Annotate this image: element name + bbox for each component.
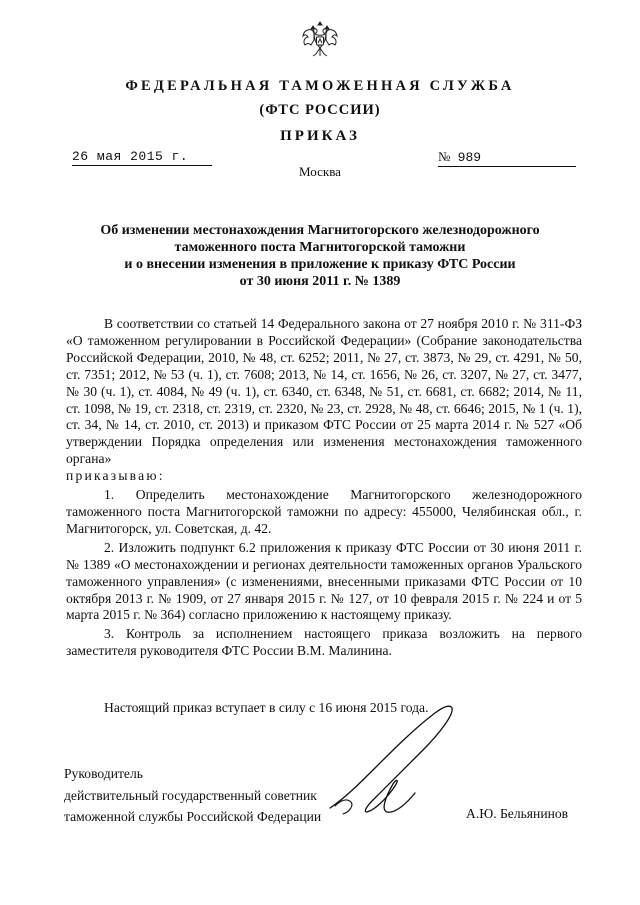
effective-date-statement: Настоящий приказ вступает в силу с 16 июня 2015 года. — [104, 700, 429, 715]
document-type-title: ПРИКАЗ — [280, 128, 360, 144]
agency-short-name: (ФТС РОССИИ) — [259, 102, 381, 118]
order-item-1: 1. Определить местонахождение Магнитогорского железнодорожного таможенного поста Магнитогорской таможни по адресу: 455000, Челябинская обл., г. Магнитогорск, ул. Советская, д. 42. — [66, 487, 582, 536]
number-prefix: № — [438, 149, 451, 164]
order-body — [66, 316, 582, 660]
signer-title-line: действительный государственный советник — [64, 787, 317, 803]
order-item-3: 3. Контроль за исполнением настоящего приказа возложить на первого заместителя руководителя ФТС России В.М. Малинина. — [66, 626, 582, 659]
subject-line: Об изменении местонахождения Магнитогорского железнодорожного — [100, 223, 540, 238]
order-date: 26 мая 2015 г. — [72, 149, 212, 166]
signer-title-line: Руководитель — [64, 766, 143, 781]
order-subject — [60, 222, 580, 290]
agency-name: ФЕДЕРАЛЬНАЯ ТАМОЖЕННАЯ СЛУЖБА — [125, 78, 515, 94]
handwritten-signature — [315, 688, 465, 838]
city: Москва — [299, 164, 341, 179]
signer-name: А.Ю. Бельянинов — [466, 806, 569, 821]
number-value: 989 — [457, 150, 482, 165]
subject-line: от 30 июня 2011 г. № 1389 — [239, 274, 401, 289]
signer-title — [64, 763, 321, 828]
subject-line: таможенного поста Магнитогорской таможни — [174, 240, 466, 255]
subject-line: и о внесении изменения в приложение к приказу ФТС России — [124, 257, 516, 272]
preamble-paragraph: В соответствии со статьей 14 Федерального закона от 27 ноября 2010 г. № 311-ФЗ «О таможенном регулировании в Российской Федерации» (Собрание законодательства Российской Федерации, 2010, № 48, ст. 6252; 2011, № 27, ст. 3873, № 29, ст. 4291, № 50, ст. 7351; 2012, № 53 (ч. 1), ст. 7608; 2013, № 14, ст. 1656, № 26, ст. 3207, № 27, ст. 3477, № 30 (ч. 1), ст. 4084, № 49 (ч. 1), ст. 6340, ст. 6348, № 51, ст. 6681, ст. 6682; 2014, № 11, ст. 1098, № 19, ст. 2318, ст. 2319, ст. 2320, № 23, ст. 2928, № 48, ст. 6646; 2015, № 1 (ч. 1), ст. 34, № 14, ст. 2010, ст. 2013) и приказом ФТС России от 25 марта 2014 г. № 527 «Об утверждении Порядка определения или изменения местонахождения таможенного органа» — [66, 316, 582, 467]
order-word: приказываю: — [66, 468, 165, 484]
order-item-2: 2. Изложить подпункт 6.2 приложения к приказу ФТС России от 30 июня 2011 г. № 1389 «О местонахождении и регионах деятельности таможенных органов Уральского таможенного управления» (с изменениями, внесенными приказами ФТС России от 10 октября 2013 г. № 1909, от 27 января 2015 г. № 127, от 10 февраля 2015 г. № 224 и от 5 марта 2015 г. № 364) согласно приложению к настоящему приказу. — [66, 539, 582, 623]
coat-of-arms-icon — [301, 18, 339, 64]
signer-title-line: таможенной службы Российской Федерации — [64, 809, 322, 824]
